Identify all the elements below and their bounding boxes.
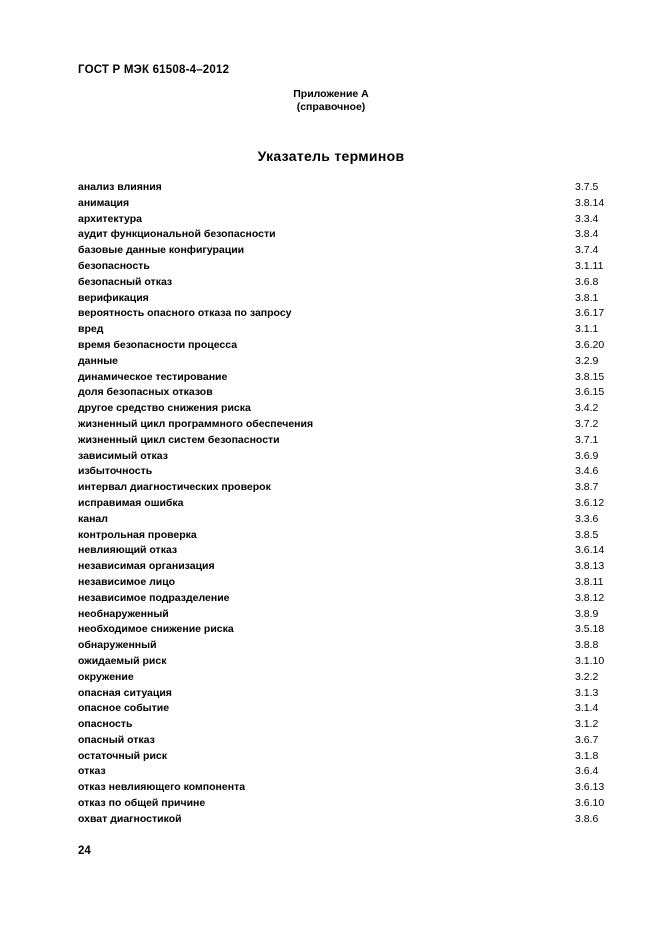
index-row	[78, 749, 608, 765]
term-section-ref: 3.1.11	[575, 259, 604, 272]
index-row	[78, 401, 608, 417]
index-row	[78, 259, 608, 275]
term-section-ref: 3.7.4	[575, 244, 599, 257]
term-label: данные	[78, 354, 118, 367]
index-row	[78, 212, 608, 228]
index-row	[78, 306, 608, 322]
term-section-ref: 3.6.10	[575, 797, 605, 810]
term-section-ref: 3.8.12	[575, 591, 605, 604]
term-section-ref: 3.8.9	[575, 607, 599, 620]
term-section-ref: 3.6.12	[575, 496, 605, 509]
index-row	[78, 717, 608, 733]
term-section-ref: 3.6.20	[575, 338, 605, 351]
term-label: архитектура	[78, 212, 143, 225]
term-section-ref: 3.6.14	[575, 544, 605, 557]
term-section-ref: 3.8.15	[575, 370, 605, 383]
term-label: опасное событие	[78, 702, 170, 715]
term-section-ref: 3.8.1	[575, 291, 599, 304]
index-row	[78, 227, 608, 243]
annex-label: Приложение А	[293, 88, 369, 100]
term-section-ref: 3.6.8	[575, 275, 599, 288]
index-row	[78, 654, 608, 670]
index-row	[78, 812, 608, 828]
term-section-ref: 3.6.17	[575, 307, 605, 320]
index-row	[78, 370, 608, 386]
index-row	[78, 559, 608, 575]
annex-heading	[0, 88, 662, 114]
index-row	[78, 591, 608, 607]
term-label: отказ по общей причине	[78, 797, 206, 810]
term-label: обнаруженный	[78, 639, 157, 652]
term-label: опасная ситуация	[78, 686, 172, 699]
index-row	[78, 496, 608, 512]
term-section-ref: 3.7.1	[575, 433, 599, 446]
term-label: опасный отказ	[78, 733, 155, 746]
term-label: независимая организация	[78, 560, 215, 573]
index-row	[78, 338, 608, 354]
term-section-ref: 3.3.4	[575, 212, 599, 225]
index-row	[78, 464, 608, 480]
index-row	[78, 780, 608, 796]
term-label: вероятность опасного отказа по запросу	[78, 307, 292, 320]
index-row	[78, 512, 608, 528]
term-label: анализ влияния	[78, 181, 162, 193]
index-row	[78, 638, 608, 654]
term-section-ref: 3.8.14	[575, 196, 605, 209]
index-row	[78, 354, 608, 370]
term-section-ref: 3.8.6	[575, 812, 599, 825]
term-section-ref: 3.4.2	[575, 402, 599, 415]
index-row	[78, 385, 608, 401]
term-section-ref: 3.1.1	[575, 323, 599, 336]
term-label: жизненный цикл программного обеспечения	[78, 417, 314, 430]
term-label: избыточность	[78, 465, 153, 478]
term-section-ref: 3.6.9	[575, 449, 599, 462]
term-label: контрольная проверка	[78, 528, 197, 541]
index-row	[78, 575, 608, 591]
term-section-ref: 3.2.9	[575, 354, 599, 367]
term-label: жизненный цикл систем безопасности	[78, 433, 280, 446]
term-section-ref: 3.4.6	[575, 465, 599, 478]
term-label: зависимый отказ	[78, 449, 168, 462]
index-row	[78, 670, 608, 686]
index-row	[78, 764, 608, 780]
term-label: исправимая ошибка	[78, 496, 184, 509]
page-number: 24	[78, 845, 91, 857]
running-header-standard-code: ГОСТ Р МЭК 61508-4–2012	[78, 64, 230, 76]
term-section-ref: 3.1.8	[575, 749, 599, 762]
index-row	[78, 796, 608, 812]
term-section-ref: 3.6.4	[575, 765, 599, 778]
term-label: отказ невлияющего компонента	[78, 781, 246, 794]
index-row	[78, 243, 608, 259]
term-section-ref: 3.7.5	[575, 181, 599, 193]
term-label: отказ	[78, 765, 106, 778]
term-label: базовые данные конфигурации	[78, 244, 245, 257]
term-label: необнаруженный	[78, 607, 169, 620]
index-row	[78, 686, 608, 702]
index-row	[78, 180, 608, 196]
term-label: независимое подразделение	[78, 591, 230, 604]
index-row	[78, 322, 608, 338]
term-label: ожидаемый риск	[78, 654, 167, 667]
term-section-ref: 3.8.8	[575, 639, 599, 652]
term-label: безопасный отказ	[78, 275, 173, 288]
term-section-ref: 3.5.18	[575, 623, 605, 636]
term-label: аудит функциональной безопасности	[78, 228, 276, 241]
term-section-ref: 3.1.10	[575, 654, 605, 667]
term-label: вред	[78, 323, 104, 336]
term-label: другое средство снижения риска	[78, 402, 251, 415]
index-row	[78, 196, 608, 212]
index-row	[78, 543, 608, 559]
term-section-ref: 3.6.13	[575, 781, 605, 794]
term-section-ref: 3.8.7	[575, 481, 599, 494]
term-label: охват диагностикой	[78, 812, 182, 825]
term-section-ref: 3.1.2	[575, 718, 599, 731]
index-row	[78, 433, 608, 449]
term-section-ref: 3.2.2	[575, 670, 599, 683]
terms-index	[78, 180, 608, 828]
term-label: верификация	[78, 291, 149, 304]
index-row	[78, 607, 608, 623]
term-label: безопасность	[78, 259, 150, 272]
index-row	[78, 417, 608, 433]
index-row	[78, 733, 608, 749]
index-row	[78, 291, 608, 307]
term-label: интервал диагностических проверок	[78, 481, 271, 494]
term-section-ref: 3.1.4	[575, 702, 599, 715]
annex-note: (справочное)	[296, 101, 366, 113]
term-label: доля безопасных отказов	[78, 386, 213, 399]
term-label: канал	[78, 512, 108, 525]
term-label: независимое лицо	[78, 575, 176, 588]
term-label: анимация	[78, 196, 130, 209]
term-section-ref: 3.8.5	[575, 528, 599, 541]
term-section-ref: 3.6.15	[575, 386, 605, 399]
term-section-ref: 3.8.4	[575, 228, 599, 241]
term-section-ref: 3.1.3	[575, 686, 599, 699]
term-label: невлияющий отказ	[78, 544, 178, 557]
term-label: время безопасности процесса	[78, 338, 238, 351]
term-section-ref: 3.7.2	[575, 417, 599, 430]
page-title: Указатель терминов	[257, 148, 405, 164]
term-section-ref: 3.8.11	[575, 575, 604, 588]
term-label: необходимое снижение риска	[78, 623, 234, 636]
term-label: остаточный риск	[78, 749, 167, 762]
index-row	[78, 275, 608, 291]
term-label: динамическое тестирование	[78, 370, 228, 383]
index-row	[78, 528, 608, 544]
index-row	[78, 701, 608, 717]
index-row	[78, 449, 608, 465]
index-row	[78, 622, 608, 638]
term-section-ref: 3.6.7	[575, 733, 599, 746]
term-label: окружение	[78, 670, 134, 683]
term-label: опасность	[78, 718, 133, 731]
term-section-ref: 3.3.6	[575, 512, 599, 525]
index-row	[78, 480, 608, 496]
term-section-ref: 3.8.13	[575, 560, 605, 573]
